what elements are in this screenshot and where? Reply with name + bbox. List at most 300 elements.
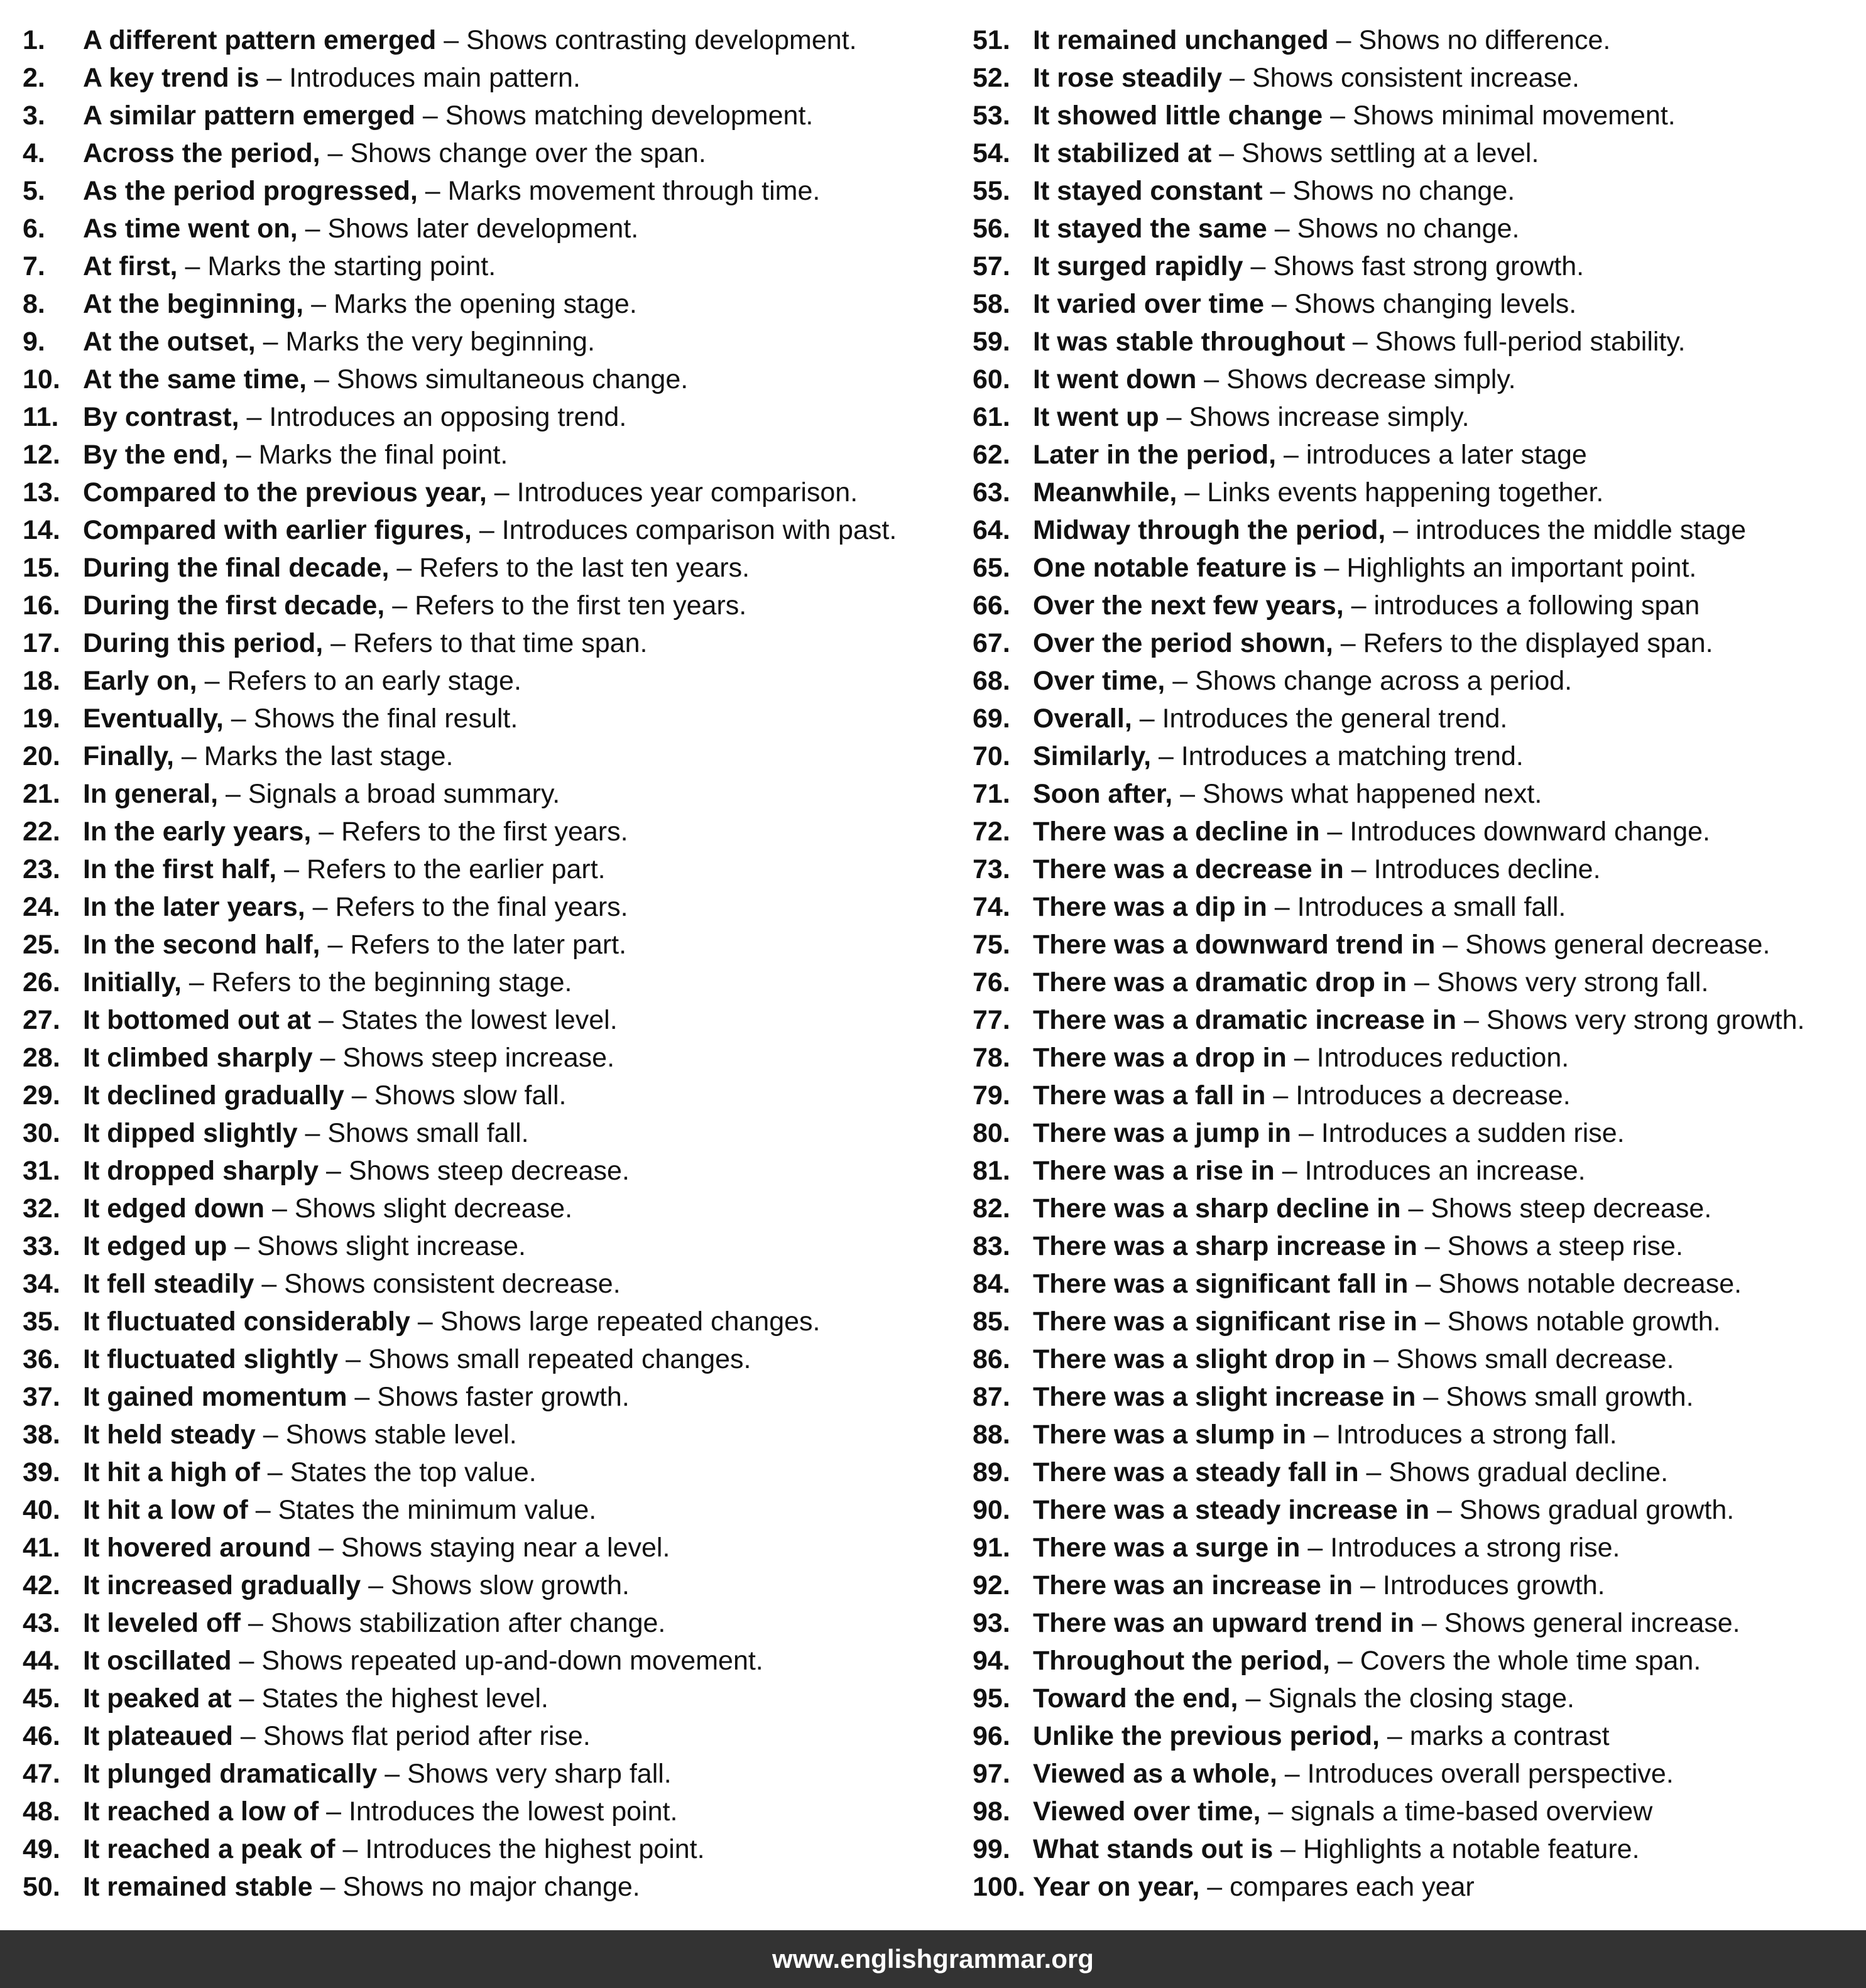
item-text	[1033, 700, 1507, 737]
item-separator: –	[1306, 1420, 1336, 1450]
item-number: 60.	[973, 364, 1010, 394]
phrase-list-item	[973, 1604, 1858, 1642]
item-text	[1033, 1567, 1605, 1604]
phrase-list-item	[973, 1680, 1858, 1717]
phrase-list-item	[23, 1077, 952, 1114]
item-separator: –	[254, 1269, 285, 1299]
item-number: 20.	[23, 741, 60, 771]
item-description: Shows small decrease.	[1396, 1344, 1674, 1374]
item-description: Shows notable growth.	[1447, 1306, 1721, 1337]
item-phrase: There was a decrease in	[1033, 854, 1344, 884]
item-separator: –	[231, 1683, 262, 1714]
item-number: 73.	[973, 854, 1010, 884]
phrase-list-item	[23, 247, 952, 285]
phrase-list-item	[23, 1868, 952, 1906]
item-text	[83, 1265, 621, 1303]
item-description: Shows large repeated changes.	[440, 1306, 821, 1337]
item-phrase: It dipped slightly	[83, 1118, 298, 1148]
phrase-list-item	[23, 398, 952, 436]
item-text	[83, 1114, 529, 1152]
item-separator: –	[1345, 327, 1375, 357]
item-phrase: There was a dramatic increase in	[1033, 1005, 1456, 1035]
item-number: 83.	[973, 1231, 1010, 1261]
item-number: 33.	[23, 1231, 60, 1261]
item-number: 79.	[973, 1080, 1010, 1111]
item-description: compares each year	[1230, 1872, 1475, 1902]
item-separator: –	[223, 703, 254, 734]
item-description: Shows repeated up-and-down movement.	[261, 1646, 763, 1676]
item-number: 48.	[23, 1796, 60, 1827]
item-description: Marks the opening stage.	[333, 289, 637, 319]
item-text	[83, 210, 638, 247]
phrase-list-left-column	[23, 21, 952, 1906]
item-phrase: It fluctuated slightly	[83, 1344, 339, 1374]
item-phrase: Meanwhile,	[1033, 477, 1177, 508]
item-text	[1033, 888, 1566, 926]
item-description: Refers to the first years.	[341, 817, 628, 847]
item-text	[83, 1680, 548, 1717]
item-text	[83, 323, 595, 361]
item-phrase: There was a slump in	[1033, 1420, 1306, 1450]
item-number: 39.	[23, 1457, 60, 1487]
item-text	[1033, 511, 1746, 549]
phrase-list-item	[973, 624, 1858, 662]
item-number: 4.	[23, 138, 45, 168]
item-text	[83, 285, 637, 323]
item-number: 15.	[23, 553, 60, 583]
item-phrase: It dropped sharply	[83, 1156, 319, 1186]
item-text	[1033, 1416, 1617, 1453]
item-separator: –	[1159, 402, 1189, 432]
item-description: Marks the last stage.	[204, 741, 454, 771]
item-phrase: Midway through the period,	[1033, 515, 1386, 545]
item-text	[1033, 21, 1610, 59]
item-description: Shows slight increase.	[257, 1231, 526, 1261]
item-number: 29.	[23, 1080, 60, 1111]
phrase-list-item	[23, 1830, 952, 1868]
item-number: 8.	[23, 289, 45, 319]
item-separator: –	[377, 1759, 408, 1789]
item-number: 21.	[23, 779, 60, 809]
item-phrase: It showed little change	[1033, 100, 1323, 131]
item-description: Introduces a decrease.	[1296, 1080, 1571, 1111]
item-text	[1033, 247, 1584, 285]
item-separator: –	[1429, 1495, 1460, 1525]
item-description: Marks the very beginning.	[285, 327, 595, 357]
item-separator: –	[1300, 1533, 1331, 1563]
item-phrase: It plunged dramatically	[83, 1759, 378, 1789]
item-text	[83, 21, 857, 59]
item-separator: –	[255, 327, 286, 357]
item-text	[1033, 1793, 1652, 1830]
item-text	[83, 1830, 705, 1868]
item-number: 1.	[23, 25, 45, 55]
item-separator: –	[1276, 440, 1306, 470]
item-description: Introduces a sudden rise.	[1321, 1118, 1625, 1148]
item-text	[1033, 210, 1519, 247]
item-number: 56.	[973, 214, 1010, 244]
item-description: Shows no difference.	[1358, 25, 1611, 55]
item-text	[83, 1717, 591, 1755]
item-phrase: During this period,	[83, 628, 324, 658]
item-phrase: During the first decade,	[83, 590, 385, 621]
item-number: 27.	[23, 1005, 60, 1035]
item-number: 38.	[23, 1420, 60, 1450]
item-phrase: There was a fall in	[1033, 1080, 1266, 1111]
phrase-list-item	[23, 1114, 952, 1152]
item-phrase: It gained momentum	[83, 1382, 347, 1412]
item-description: Shows a steep rise.	[1447, 1231, 1683, 1261]
item-number: 87.	[973, 1382, 1010, 1412]
item-number: 99.	[973, 1834, 1010, 1864]
item-separator: –	[1267, 892, 1297, 922]
item-text	[83, 361, 688, 398]
item-separator: –	[1328, 25, 1359, 55]
item-description: signals a time-based overview	[1290, 1796, 1653, 1827]
item-phrase: At first,	[83, 251, 178, 281]
phrase-list-item	[973, 1190, 1858, 1227]
item-text	[1033, 1039, 1569, 1077]
phrase-list-item	[23, 97, 952, 134]
phrase-list-item	[23, 1001, 952, 1039]
item-description: introduces a later stage	[1306, 440, 1587, 470]
item-phrase: It oscillated	[83, 1646, 232, 1676]
item-text	[83, 1642, 763, 1680]
item-text	[1033, 1227, 1683, 1265]
item-number: 94.	[973, 1646, 1010, 1676]
item-separator: –	[1319, 817, 1350, 847]
phrase-list-item	[973, 1567, 1858, 1604]
item-phrase: As time went on,	[83, 214, 298, 244]
phrase-list-item	[23, 436, 952, 474]
item-separator: –	[385, 590, 415, 621]
item-separator: –	[312, 1872, 343, 1902]
item-number: 100.	[973, 1872, 1025, 1902]
item-number: 97.	[973, 1759, 1010, 1789]
item-phrase: It varied over time	[1033, 289, 1265, 319]
item-phrase: There was a surge in	[1033, 1533, 1301, 1563]
item-text	[83, 850, 606, 888]
item-phrase: There was a jump in	[1033, 1118, 1291, 1148]
item-number: 9.	[23, 327, 45, 357]
item-phrase: Across the period,	[83, 138, 320, 168]
item-description: Shows very strong growth.	[1486, 1005, 1805, 1035]
item-phrase: There was a dramatic drop in	[1033, 967, 1407, 997]
item-description: Refers to the earlier part.	[307, 854, 606, 884]
item-number: 61.	[973, 402, 1010, 432]
item-description: Shows gradual decline.	[1389, 1457, 1669, 1487]
item-number: 47.	[23, 1759, 60, 1789]
phrase-list-item	[23, 1378, 952, 1416]
item-separator: –	[227, 1231, 258, 1261]
item-separator: –	[1243, 251, 1274, 281]
item-text	[1033, 964, 1708, 1001]
item-description: Introduces year comparison.	[516, 477, 858, 508]
item-description: Introduces downward change.	[1350, 817, 1710, 847]
item-description: Introduces the lowest point.	[348, 1796, 678, 1827]
item-phrase: It stabilized at	[1033, 138, 1212, 168]
item-description: Introduces the highest point.	[365, 1834, 705, 1864]
item-text	[1033, 1152, 1586, 1190]
item-number: 90.	[973, 1495, 1010, 1525]
item-description: Refers to the last ten years.	[419, 553, 750, 583]
item-text	[1033, 1190, 1711, 1227]
item-text	[1033, 1755, 1674, 1793]
item-phrase: There was a steady increase in	[1033, 1495, 1429, 1525]
item-text	[83, 1001, 618, 1039]
item-description: Links events happening together.	[1207, 477, 1604, 508]
item-phrase: By the end,	[83, 440, 229, 470]
item-phrase: Unlike the previous period,	[1033, 1721, 1380, 1751]
item-description: Shows steep decrease.	[1431, 1193, 1712, 1224]
item-number: 31.	[23, 1156, 60, 1186]
item-description: Shows decrease simply.	[1226, 364, 1516, 394]
item-number: 76.	[973, 967, 1010, 997]
item-description: Shows steep increase.	[342, 1043, 615, 1073]
item-number: 84.	[973, 1269, 1010, 1299]
item-phrase: Early on,	[83, 666, 197, 696]
item-text	[1033, 1001, 1804, 1039]
phrase-list-item	[23, 775, 952, 813]
item-separator: –	[1222, 63, 1252, 93]
phrase-list-item	[23, 285, 952, 323]
phrase-list-item	[973, 1529, 1858, 1567]
item-separator: –	[232, 1721, 263, 1751]
item-description: Refers to the first ten years.	[415, 590, 747, 621]
item-separator: –	[1265, 1080, 1296, 1111]
item-separator: –	[1385, 515, 1416, 545]
item-number: 36.	[23, 1344, 60, 1374]
item-description: Introduces an increase.	[1304, 1156, 1586, 1186]
item-phrase: It fluctuated considerably	[83, 1306, 410, 1337]
phrase-list-item	[23, 850, 952, 888]
item-separator: –	[319, 1156, 349, 1186]
item-text	[1033, 436, 1587, 474]
phrase-list-item	[973, 436, 1858, 474]
item-phrase: It reached a peak of	[83, 1834, 336, 1864]
phrase-list-item	[973, 247, 1858, 285]
item-number: 59.	[973, 327, 1010, 357]
item-separator: –	[1262, 176, 1293, 206]
phrase-list-item	[23, 1755, 952, 1793]
item-number: 43.	[23, 1608, 60, 1638]
item-separator: –	[303, 289, 334, 319]
item-phrase: It hovered around	[83, 1533, 312, 1563]
item-text	[1033, 587, 1700, 624]
phrase-list-item	[23, 1453, 952, 1491]
item-phrase: Soon after,	[1033, 779, 1173, 809]
phrase-list-item	[973, 511, 1858, 549]
item-description: Introduces a strong fall.	[1336, 1420, 1617, 1450]
item-description: Shows slight decrease.	[294, 1193, 573, 1224]
item-description: Shows flat period after rise.	[263, 1721, 591, 1751]
phrase-list-item	[973, 700, 1858, 737]
phrase-list-item	[23, 700, 952, 737]
item-description: Refers to an early stage.	[227, 666, 521, 696]
phrase-list-item	[23, 134, 952, 172]
item-separator: –	[1343, 590, 1374, 621]
item-text	[83, 1491, 596, 1529]
item-description: Introduces main pattern.	[289, 63, 581, 93]
item-text	[83, 964, 572, 1001]
item-number: 98.	[973, 1796, 1010, 1827]
item-separator: –	[181, 967, 212, 997]
item-separator: –	[1286, 1043, 1317, 1073]
phrase-list-item	[973, 1830, 1858, 1868]
item-separator: –	[1238, 1683, 1269, 1714]
item-separator: –	[1264, 289, 1294, 319]
phrase-list-item	[973, 59, 1858, 97]
item-separator: –	[311, 817, 342, 847]
item-text	[83, 1453, 537, 1491]
item-description: Shows staying near a level.	[341, 1533, 670, 1563]
item-text	[1033, 1868, 1475, 1906]
item-phrase: It increased gradually	[83, 1570, 361, 1600]
item-phrase: It stayed the same	[1033, 214, 1267, 244]
phrase-list-item	[973, 1755, 1858, 1793]
item-text	[83, 1190, 572, 1227]
item-separator: –	[1414, 1608, 1444, 1638]
item-number: 68.	[973, 666, 1010, 696]
item-separator: –	[259, 1457, 290, 1487]
item-description: Shows change across a period.	[1195, 666, 1573, 696]
item-description: States the top value.	[290, 1457, 537, 1487]
item-separator: –	[1379, 1721, 1410, 1751]
phrase-list-item	[973, 285, 1858, 323]
item-separator: –	[486, 477, 517, 508]
item-phrase: It rose steadily	[1033, 63, 1223, 93]
item-phrase: At the beginning,	[83, 289, 304, 319]
item-separator: –	[1407, 967, 1437, 997]
item-number: 40.	[23, 1495, 60, 1525]
item-text	[1033, 850, 1601, 888]
item-text	[83, 587, 746, 624]
item-text	[1033, 1114, 1625, 1152]
item-text	[1033, 1642, 1701, 1680]
item-description: Introduces an opposing trend.	[269, 402, 627, 432]
item-separator: –	[240, 1608, 271, 1638]
item-number: 16.	[23, 590, 60, 621]
item-number: 37.	[23, 1382, 60, 1412]
item-phrase: Year on year,	[1033, 1872, 1200, 1902]
item-text	[1033, 1340, 1674, 1378]
item-text	[1033, 1303, 1721, 1340]
item-phrase: Compared to the previous year,	[83, 477, 487, 508]
item-text	[1033, 624, 1713, 662]
item-text	[83, 1416, 517, 1453]
item-text	[83, 813, 628, 850]
item-text	[1033, 1604, 1740, 1642]
item-text	[83, 737, 454, 775]
phrase-list-item	[23, 1680, 952, 1717]
item-text	[1033, 361, 1516, 398]
item-description: Shows change over the span.	[350, 138, 706, 168]
item-separator: –	[1267, 214, 1297, 244]
item-number: 34.	[23, 1269, 60, 1299]
item-number: 14.	[23, 515, 60, 545]
item-separator: –	[1417, 1306, 1448, 1337]
item-phrase: Eventually,	[83, 703, 224, 734]
item-description: Introduces a strong rise.	[1330, 1533, 1620, 1563]
phrase-list-item	[973, 323, 1858, 361]
item-phrase: Toward the end,	[1033, 1683, 1238, 1714]
item-number: 52.	[973, 63, 1010, 93]
item-text	[83, 511, 897, 549]
phrase-list-item	[973, 1868, 1858, 1906]
item-phrase: It declined gradually	[83, 1080, 344, 1111]
phrase-list-item	[23, 964, 952, 1001]
item-number: 92.	[973, 1570, 1010, 1600]
item-description: Shows very strong fall.	[1436, 967, 1709, 997]
item-number: 75.	[973, 930, 1010, 960]
item-separator: –	[1291, 1118, 1321, 1148]
item-number: 78.	[973, 1043, 1010, 1073]
item-text	[83, 1227, 526, 1265]
phrase-list-item	[973, 662, 1858, 700]
item-number: 71.	[973, 779, 1010, 809]
item-separator: –	[231, 1646, 262, 1676]
item-phrase: It was stable throughout	[1033, 327, 1345, 357]
item-description: Shows what happened next.	[1203, 779, 1542, 809]
item-phrase: There was a significant rise in	[1033, 1306, 1417, 1337]
item-description: Shows steep decrease.	[348, 1156, 630, 1186]
item-phrase: There was a sharp increase in	[1033, 1231, 1417, 1261]
item-phrase: There was a slight drop in	[1033, 1344, 1367, 1374]
item-text	[83, 1567, 630, 1604]
item-description: Introduces overall perspective.	[1307, 1759, 1674, 1789]
item-number: 95.	[973, 1683, 1010, 1714]
item-phrase: Throughout the period,	[1033, 1646, 1330, 1676]
item-number: 10.	[23, 364, 60, 394]
item-number: 67.	[973, 628, 1010, 658]
item-description: States the highest level.	[261, 1683, 548, 1714]
item-number: 6.	[23, 214, 45, 244]
phrase-list-item	[973, 1378, 1858, 1416]
item-description: introduces a following span	[1373, 590, 1700, 621]
item-separator: –	[312, 1043, 343, 1073]
item-text	[83, 1077, 566, 1114]
item-number: 85.	[973, 1306, 1010, 1337]
item-phrase: It plateaued	[83, 1721, 233, 1751]
item-phrase: It bottomed out at	[83, 1005, 312, 1035]
item-text	[83, 1755, 672, 1793]
item-number: 89.	[973, 1457, 1010, 1487]
phrase-list-right-column	[973, 21, 1858, 1906]
item-text	[1033, 172, 1515, 210]
phrase-list-item	[973, 1717, 1858, 1755]
item-text	[1033, 285, 1576, 323]
item-number: 44.	[23, 1646, 60, 1676]
item-description: introduces the middle stage	[1416, 515, 1747, 545]
item-separator: –	[335, 1834, 366, 1864]
phrase-list-item	[973, 21, 1858, 59]
phrase-list-item	[973, 1152, 1858, 1190]
phrase-list-item	[973, 813, 1858, 850]
phrase-list-item	[973, 549, 1858, 587]
item-phrase: It remained stable	[83, 1872, 313, 1902]
item-number: 22.	[23, 817, 60, 847]
footer-website-link[interactable]: www.englishgrammar.org	[772, 1944, 1094, 1974]
item-phrase: During the final decade,	[83, 553, 390, 583]
item-number: 72.	[973, 817, 1010, 847]
item-separator: –	[1333, 628, 1363, 658]
item-separator: –	[1408, 1269, 1439, 1299]
item-text	[83, 1604, 665, 1642]
item-separator: –	[177, 251, 208, 281]
phrase-list-item	[23, 737, 952, 775]
phrase-list-item	[973, 361, 1858, 398]
item-phrase: Initially,	[83, 967, 182, 997]
